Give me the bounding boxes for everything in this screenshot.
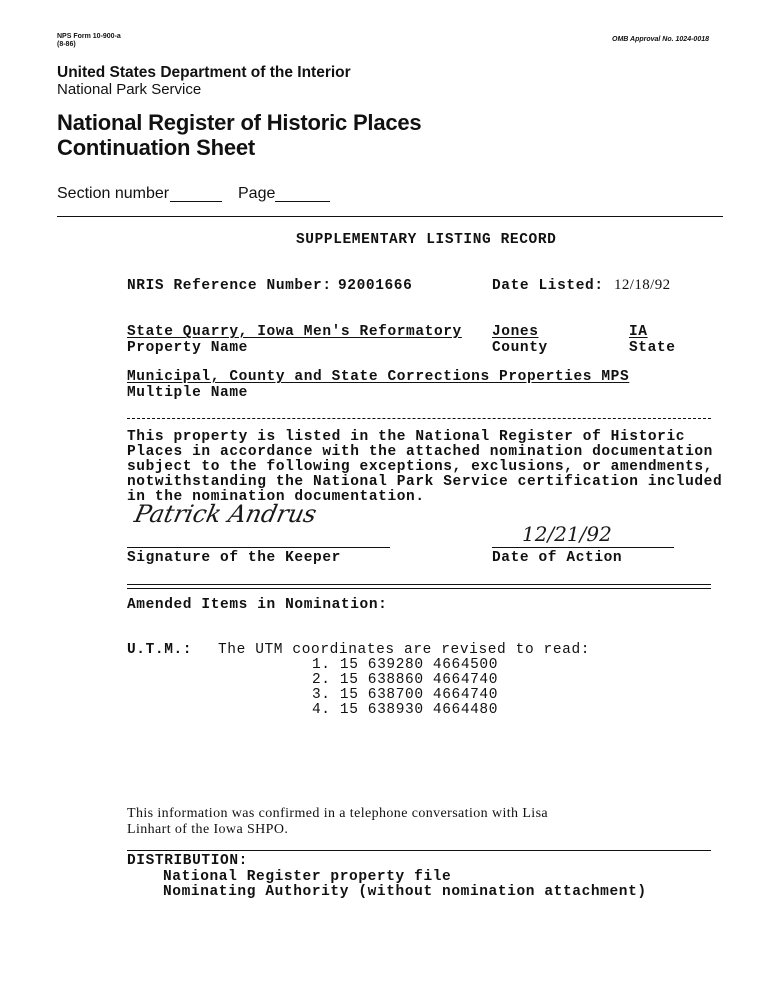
statement-line-3: subject to the following exceptions, exclusions, or amendments, <box>127 459 713 475</box>
county-label: County <box>492 340 548 356</box>
double-divider-bottom <box>127 588 711 589</box>
multiple-name: Municipal, County and State Corrections Properties MPS <box>127 369 630 385</box>
dashed-divider <box>127 418 711 419</box>
note-line-2: Linhart of the Iowa SHPO. <box>127 822 289 837</box>
page-label: Page <box>238 185 276 202</box>
action-date-label: Date of Action <box>492 550 623 566</box>
department-name: United States Department of the Interior <box>57 64 351 81</box>
page-title: National Register of Historic Places <box>57 110 422 135</box>
statement-line-2: Places in accordance with the attached nomination documentation <box>127 444 713 460</box>
agency-name: National Park Service <box>57 81 202 98</box>
action-date-line <box>492 547 674 548</box>
signature-label: Signature of the Keeper <box>127 550 341 566</box>
record-heading: SUPPLEMENTARY LISTING RECORD <box>296 232 557 248</box>
utm-point-1: 1. 15 639280 4664500 <box>312 657 499 673</box>
utm-point-2: 2. 15 638860 4664740 <box>312 672 499 688</box>
section-number-blank <box>170 201 222 202</box>
note-line-1: This information was confirmed in a telephone conversation with Lisa <box>127 806 549 821</box>
statement-line-4: notwithstanding the National Park Service certification included <box>127 474 723 490</box>
property-name: State Quarry, Iowa Men's Reformatory <box>127 324 462 340</box>
page-subtitle: Continuation Sheet <box>57 135 256 160</box>
amended-heading: Amended Items in Nomination: <box>127 597 388 613</box>
section-number-label: Section number <box>57 185 170 202</box>
nris-value: 92001666 <box>338 278 413 294</box>
form-date: (8-86) <box>57 41 76 48</box>
county-value: Jones <box>492 324 539 340</box>
utm-point-4: 4. 15 638930 4664480 <box>312 702 499 718</box>
keeper-signature: Patrick Andrus <box>132 500 320 528</box>
multiple-name-label: Multiple Name <box>127 385 248 401</box>
distribution-label: DISTRIBUTION: <box>127 853 248 869</box>
header-divider <box>57 216 723 217</box>
signature-line <box>127 547 390 548</box>
statement-line-5: in the nomination documentation. <box>127 489 425 505</box>
property-name-label: Property Name <box>127 340 248 356</box>
distribution-item-1: National Register property file <box>163 869 452 885</box>
distribution-divider <box>127 850 711 851</box>
state-label: State <box>629 340 676 356</box>
nris-label: NRIS Reference Number: <box>127 278 332 294</box>
utm-intro: The UTM coordinates are revised to read: <box>218 642 591 658</box>
utm-point-3: 3. 15 638700 4664740 <box>312 687 499 703</box>
form-number: NPS Form 10-900-a <box>57 33 121 40</box>
statement-line-1: This property is listed in the National Register of Historic <box>127 429 686 445</box>
date-listed-value: 12/18/92 <box>614 277 671 293</box>
page-blank <box>275 201 330 202</box>
state-value: IA <box>629 324 648 340</box>
utm-label: U.T.M.: <box>127 642 193 658</box>
double-divider-top <box>127 584 711 585</box>
action-date-handwritten: 12/21/92 <box>522 522 612 546</box>
omb-approval: OMB Approval No. 1024-0018 <box>612 36 709 43</box>
date-listed-label: Date Listed: <box>492 278 604 294</box>
distribution-item-2: Nominating Authority (without nomination attachment) <box>163 884 647 900</box>
